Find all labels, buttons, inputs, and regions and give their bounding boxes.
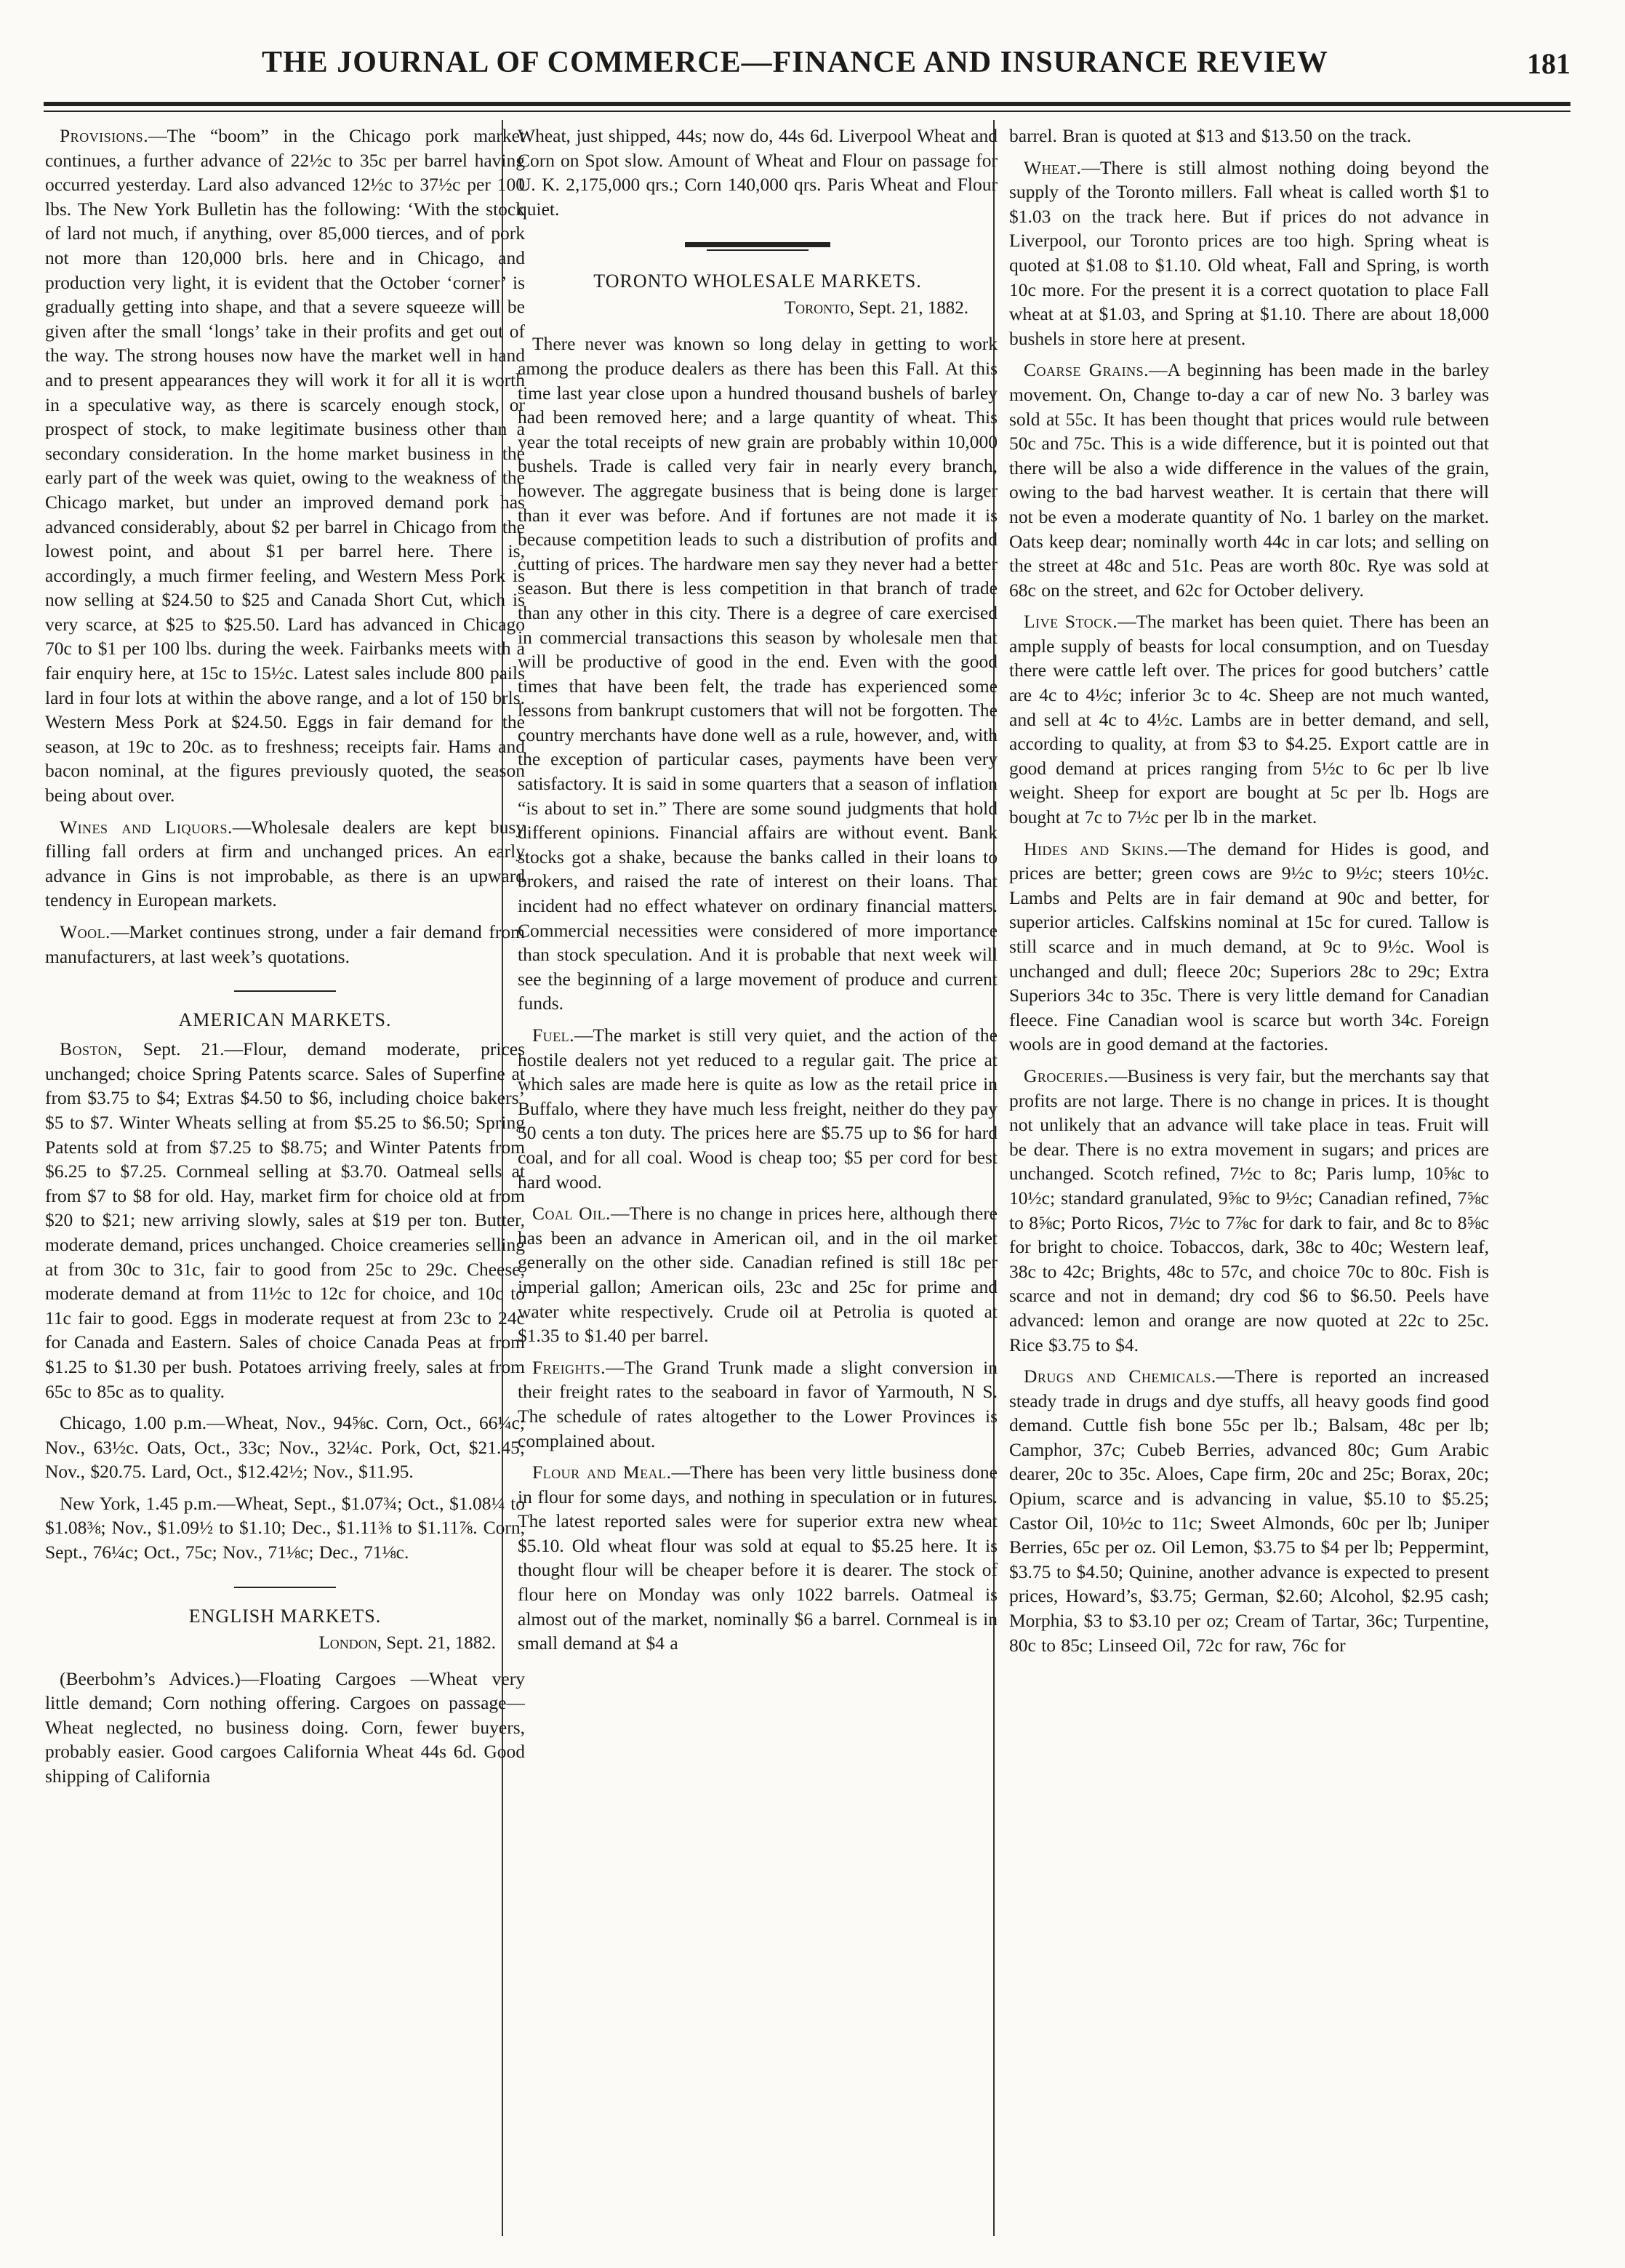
drugs-body: —There is reported an increased steady trade in drugs and dye stuffs, all heavy goods find good demand. Cuttle fish bone 55c per lb.; Balsam, 48c per lb; Camphor, 37c; Cubeb Berries, advanced 80c; Gum Arabic dearer, 20c to 35c. Aloes, Cape firm, 20c and 25c; Borax, 20c; Opium, scarce and is advancing in value, $5.10 to $5.25; Castor Oil, 10½c to 11c; Sweet Almonds, 60c per lb; Juniper Berries, 65c per oz. Oil Lemon, $3.75 to $4 per lb; Peppermint, $3.75 to $4.50; Quinine, another advance is expected to present prices, Howard’s, $3.75; German, $2.60; Alcohol, $2.95 cash; Morphia, $3 to $3.10 per oz; Cream of Tartar, 36c; Turpentine, 80c to 85c; Linseed Oil, 72c for raw, 76c for — [1009, 1366, 1489, 1656]
header-rule-thick — [44, 102, 1570, 106]
wool-lead: Wool. — [60, 921, 111, 942]
column-left — [45, 124, 525, 2247]
flour-continued: barrel. Bran is quoted at $13 and $13.50 on the track. — [1009, 125, 1412, 146]
fuel-lead: Fuel. — [532, 1025, 575, 1046]
toronto-place: Toronto, — [784, 298, 855, 318]
header-rule-thin — [44, 111, 1570, 112]
london-dateline — [45, 1633, 496, 1654]
flour-paragraph — [518, 1460, 998, 1656]
provisions-lead: Provisions. — [60, 125, 149, 146]
wool-paragraph — [45, 920, 525, 969]
toronto-date: Sept. 21, 1882. — [854, 298, 968, 318]
groceries-body: —Business is very fair, but the merchants say that profits are not large. There is no change in prices. It is thought not unlikely that an advance will take place in teas. Fruit will be dear. There is no extra movement in sugars; and prices are unchanged. Scotch refined, 7½c to 8c; Paris lump, 10⅝c to 10½c; standard granulated, 9⅝c to 9½c; Canadian refined, 7⅝c to 8⅝c; Porto Ricos, 7½c to 7⅞c for dark to fair, and 8c to 8⅝c for bright to choice. Tobaccos, dark, 38c to 40c; Western leaf, 38c to 42c; Brights, 48c to 57c, and choice 70c to 80c. Fish is scarce and not in demand; dry cod $6 to $6.50. Peels have advanced: lemon and orange are now quoted at 22c to 25c. Rice $3.75 to $4. — [1009, 1065, 1489, 1355]
freights-lead: Freights. — [532, 1356, 606, 1378]
wheat-body: —There is still almost nothing doing beyond the supply of the Toronto millers. Fall wheat is called worth $1 to $1.03 on the track here. But if prices do not advance in Liverpool, our Toronto prices are too high. Spring wheat is quoted at $1.08 to $1.10. Old wheat, Fall and Spring, is worth 10c more. For the present it is a correct quotation to place Fall wheat at at $1.03, and Spring at $1.10. There are about 18,000 bushels in store here at present. — [1009, 156, 1489, 349]
section-divider — [234, 990, 336, 992]
section-ornament — [685, 240, 830, 253]
flour-body: —There has been very little business done in flour for some days, and nothing in speculation or in futures. The latest reported sales were for superior extra new wheat $5.10. Old wheat flour was sold at equal to $5.25 here. It is thought flour will be cheaper before it is dearer. The stock of flour here on Monday was only 1022 barrels. Oatmeal is almost out of the market, nominally $6 a barrel. Cornmeal is in small demand at $4 a — [518, 1462, 998, 1654]
toronto-markets-heading: TORONTO WHOLESALE MARKETS. — [593, 271, 922, 292]
column-middle — [518, 124, 998, 2247]
hides-body: —The demand for Hides is good, and prices are better; green cows are 9½c to 9½c; steers 10½c. Lambs and Pelts are in fair demand at 90c and better, for superior articles. Calfskins nominal at 15c for cured. Tallow is still scarce and in much demand, at 9c to 9½c. Wool is unchanged and dull; fleece 20c; Superiors 28c to 29c; Extra Superiors 34c to 35c. There is very little demand for Canadian fleece. Fine Canadian wool is scarce but worth 34c. Foreign wools are in good demand at the factories. — [1009, 838, 1489, 1055]
wheat-paragraph — [1009, 156, 1489, 351]
newyork-paragraph: New York, 1.45 p.m.—Wheat, Sept., $1.07¾; Oct., $1.08¼ to $1.08⅜; Nov., $1.09½ to $1.10; Dec., $1.11⅜ to $1.11⅞. Corn, Sept., 76¼c; Oct., 75c; Nov., 71⅛c; Dec., 71⅛c. — [45, 1492, 525, 1563]
freights-body: —The Grand Trunk made a slight conversion in their freight rates to the seaboard in favor of Yarmouth, N S. The schedule of rates altogether to the Lower Provinces is complained about. — [518, 1356, 998, 1451]
american-markets-heading: AMERICAN MARKETS. — [178, 1009, 392, 1031]
coarse-grains-body: —A beginning has been made in the barley movement. On, Change to-day a car of new No. 3 barley was sold at 55c. It has been thought that prices would rule between 50c and 75c. This is a wide difference, but it is pointed out that there will be also a wide difference in the values of the grain, owing to the bad harvest weather. It is certain that there will not be even a moderate quantity of No. 1 barley on the market. Oats keep dear; nominally worth 44c in car lots; and selling on the street at 48c and 51c. Peas are worth 80c. Rye was sold at 68c on the street, and 62c for October delivery. — [1009, 359, 1489, 601]
column-right — [1009, 124, 1489, 2247]
coal-oil-lead: Coal Oil. — [532, 1203, 611, 1225]
hides-lead: Hides and Skins. — [1024, 838, 1169, 859]
coal-oil-body: —There is no change in prices here, although there has been an advance in American oil, and in the oil market generally on the other side. Canadian refined is still 18c per imperial gallon; American oils, 23c and 25c for prime and water white respectively. Crude oil at Petrolia is quoted at $1.35 to $1.40 per barrel. — [518, 1203, 998, 1347]
coal-oil-paragraph — [518, 1201, 998, 1348]
live-stock-body: —The market has been quiet. There has been an ample supply of beasts for local consumption, and on Tuesday there were cattle left over. The prices for good butchers’ cattle are 4c to 4½c; inferior 3c to 4c. Sheep are not much wanted, and sell at 4c to 4½c. Lambs are in better demand, and sell, according to quality, at from $3 to $4.25. Export cattle are in good demand at prices ranging from 5½c to 6c per lb live weight. Sheep for export are bought at 5c per lb. Hogs are bought at 7c to 7½c per lb in the market. — [1009, 611, 1489, 828]
groceries-lead: Groceries. — [1024, 1065, 1109, 1086]
beerbohm-paragraph: (Beerbohm’s Advices.)—Floating Cargoes —Wheat very little demand; Corn nothing offering. Cargoes on passage—Wheat neglected, no business doing. Corn, fewer buyers, probably easier. Good cargoes California Wheat 44s 6d. Good shipping of California — [45, 1667, 525, 1787]
live-stock-paragraph — [1009, 609, 1489, 829]
english-continued: Wheat, just shipped, 44s; now do, 44s 6d. Liverpool Wheat and Corn on Spot slow. Amount of Wheat and Flour on passage for U. K. 2,175,000 qrs.; Corn 140,000 qrs. Paris Wheat and Flour quiet. — [518, 125, 998, 220]
section-divider — [234, 1587, 336, 1588]
journal-title: THE JOURNAL OF COMMERCE—FINANCE AND INSURANCE REVIEW — [262, 46, 1328, 79]
london-date: Sept. 21, 1882. — [382, 1632, 496, 1653]
chicago-paragraph: Chicago, 1.00 p.m.—Wheat, Nov., 94⅝c. Corn, Oct., 66¼c; Nov., 63½c. Oats, Oct., 33c; Nov., 32¼c. Pork, Oct, $21.45; Nov., $20.75. Lard, Oct., $12.42½; Nov., $11.95. — [45, 1412, 525, 1483]
boston-body: Sept. 21.—Flour, demand moderate, prices unchanged; choice Spring Patents scarce. Sales of Superfine at from $3.75 to $4; Extras $4.50 to $6, including choice bakers’ $5 to $7. Winter Wheats selling at from $5.25 to $6.50; Spring Patents sold at from $7.25 to $8.75; and Winter Patents from $6.25 to $7.25. Cornmeal selling at $3.70. Oatmeal sells at from $7 to $8 for old. Hay, market firm for choice old at from $20 to $21; new arriving slowly, sales at $19 per ton. Butter, moderate demand, prices unchanged. Choice creameries selling at from 30c to 31c, fair to good from 25c to 29c. Cheese, moderate demand at from 11½c to 12c for choice, and 10c to 11c fair to good. Eggs in moderate request at from 23c to 24c for Canada and Eastern. Sales of choice Canada Peas at from $1.25 to $1.30 per bush. Potatoes arriving freely, sales at from 65c to 85c as to quality. — [45, 1038, 525, 1402]
coarse-grains-paragraph — [1009, 358, 1489, 602]
toronto-dateline — [518, 298, 968, 318]
provisions-paragraph — [45, 124, 525, 808]
fuel-body: —The market is still very quiet, and the action of the hostile dealers not yet reduced to a regular gait. The price at which sales are made here is quite as low as the retail price in Buffalo, where they have much less freight, neither do they pay 50 cents a ton duty. The prices here are $5.75 up to $6 for hard coal, and for all coal. Wood is cheap too; $5 per cord for best hard wood. — [518, 1025, 998, 1193]
wines-lead: Wines and Liquors. — [60, 816, 233, 838]
wines-body: —Wholesale dealers are kept busy filling fall orders at firm and unchanged prices. An early advance in Gins is not improbable, as there is an upward tendency in European markets. — [45, 816, 525, 911]
flour-lead: Flour and Meal. — [532, 1462, 672, 1483]
wines-paragraph — [45, 815, 525, 913]
wool-body: —Market continues strong, under a fair demand from manufacturers, at last week’s quotations. — [45, 921, 525, 967]
english-markets-heading: ENGLISH MARKETS. — [188, 1605, 382, 1627]
london-place: London, — [318, 1632, 382, 1653]
hides-paragraph — [1009, 837, 1489, 1057]
boston-lead: Boston, — [60, 1038, 123, 1060]
wheat-lead: Wheat. — [1024, 156, 1082, 178]
drugs-lead: Drugs and Chemicals. — [1024, 1366, 1216, 1387]
drugs-paragraph — [1009, 1364, 1489, 1657]
groceries-paragraph — [1009, 1064, 1489, 1357]
coarse-grains-lead: Coarse Grains. — [1024, 359, 1149, 381]
freights-paragraph — [518, 1355, 998, 1453]
live-stock-lead: Live Stock. — [1024, 611, 1118, 633]
page-number: 181 — [1527, 47, 1570, 80]
toronto-intro: There never was known so long delay in getting to work among the produce dealers as there has been this Fall. At this time last year close upon a hundred thousand bushels of barley had been removed here; and a large quantity of wheat. This year the total receipts of new grain are probably within 10,000 bushels. Trade is called very fair in nearly every branch, however. The aggregate business that is being done is larger than it ever was before. And if fortunes are not made it is because competition leads to such a distribution of profits and cutting of prices. The hardware men say they never had a better season. But there is less competition in that branch of trade than any other in this city. There is a degree of care exercised in commercial transactions this season by wholesale men that will be productive of good in the end. Even with the good times that have been felt, the trade has experienced some lessons from bankrupt customers that will not be forgotten. The country merchants have done well as a rule, however, and, with the exception of particular cases, payments have been very satisfactory. It is said in some quarters that a season of inflation “is about to set in.” There are some sound judgments that hold different opinions. Financial affairs are without event. Bank stocks got a shake, because the banks called in their loans to brokers, and raised the rate of interest on their loans. That incident had no effect whatever on ordinary financial matters. Commercial necessities were considered of more importance than stock speculation. And it is probable that next week will see the beginning of a large movement of produce and current funds. — [518, 333, 998, 1014]
fuel-paragraph — [518, 1023, 998, 1194]
page-header — [44, 45, 1570, 89]
provisions-body: —The “boom” in the Chicago pork market continues, a further advance of 22½c to 35c per barrel having occurred yesterday. Lard also advanced 12½c to 37½c per 100 lbs. The New York Bulletin has the following: ‘With the stock of lard not much, if anything, over 85,000 tierces, and of pork not more than 120,000 brls. here and in Chicago, and production very light, it is evident that the October ‘corner’ is gradually getting into shape, and that a severe squeeze will be given after the small ‘longs’ take in their profits and get out of the way. The strong houses now have the market well in hand and to present appearances they will work it for all it is worth in a speculative way, as there is scarcely enough stock, or prospect of stock, to make legitimate business other than a secondary consideration. In the home market business in the early part of the week was quiet, owing to the weakness of the Chicago market, but under an improved demand pork has advanced considerably, about $2 per barrel in Chicago from the lowest point, and about $1 per barrel here. There is, accordingly, a much firmer feeling, and Western Mess Pork is now selling at $24.50 to $25 and Canada Short Cut, which is very scarce, at $25 to $25.50. Lard has advanced in Chicago 70c to $1 per 100 lbs. during the week. Fairbanks meets with a fair enquiry here, at 15c to 15½c. Latest sales include 800 pails lard in four lots at within the above range, and a lot of 150 brls. Western Mess Pork at $24.50. Eggs in fair demand for the season, at 19c to 20c. as to freshness; receipts fair. Hams and bacon nominal, at the figures previously quoted, the season being about over. — [45, 125, 525, 806]
boston-paragraph — [45, 1037, 525, 1403]
